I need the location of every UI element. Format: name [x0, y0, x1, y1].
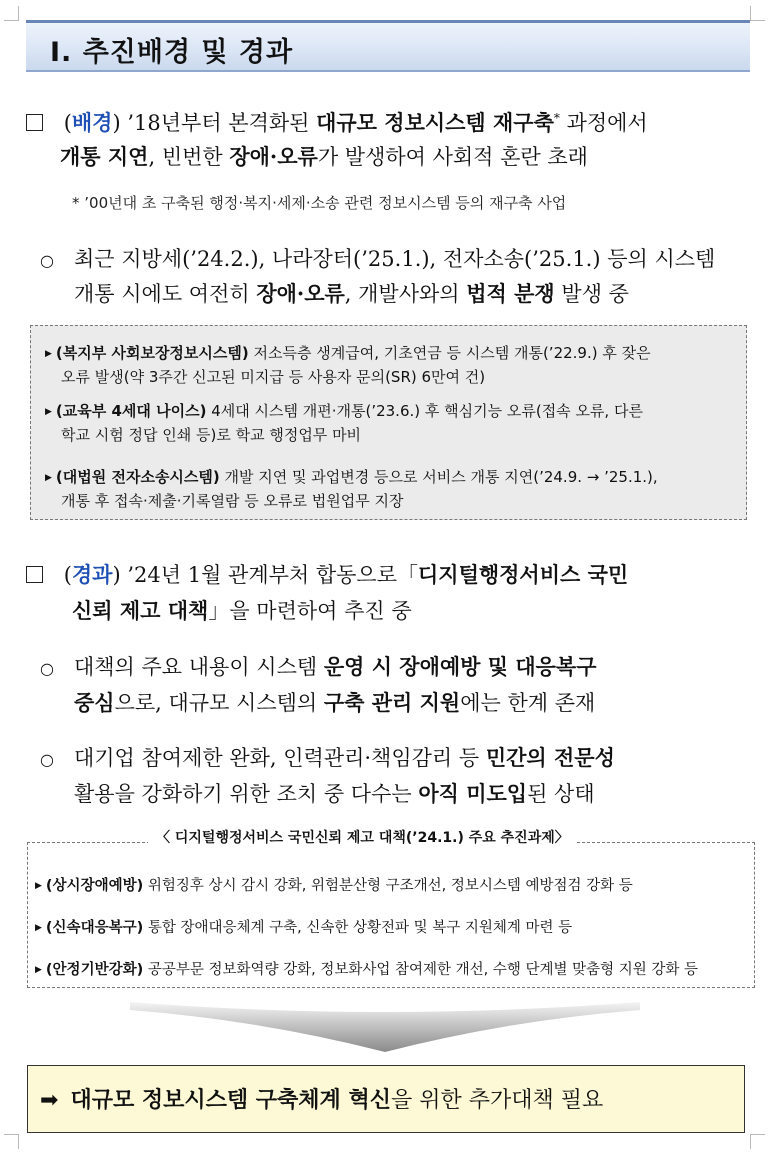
conclusion-text: ➡ 대규모 정보시스템 구축체계 혁신을 위한 추가대책 필요 [40, 1087, 604, 1113]
checkbox-square-icon [26, 566, 43, 583]
progress-line-2: 신뢰 제고 대책」을 마련하여 추진 중 [72, 598, 412, 623]
case-2-line-1: ▶ (교육부 4세대 나이스) 4세대 시스템 개편·개통(’23.6.) 후 핵심기능 오류(접속 오류, 다른 [45, 402, 643, 420]
triangle-bullet-icon: ▶ [35, 923, 42, 933]
section-title: Ⅰ. 추진배경 및 경과 [50, 37, 294, 68]
background-bullet-1-line-1: ○ 최근 지방세(’24.2.), 나라장터(’25.1.), 전자소송(’25.1.) 등의 시스템 [40, 247, 716, 271]
triangle-bullet-icon: ▶ [45, 407, 52, 417]
background-line-1: (배경) ’18년부터 본격화된 대규모 정보시스템 재구축* 과정에서 [26, 103, 648, 138]
background-bullet-1-line-2: 개통 시에도 여전히 장애·오류, 개발사와의 법적 분쟁 발생 중 [74, 281, 629, 306]
circle-bullet-icon: ○ [40, 750, 54, 769]
circle-bullet-icon: ○ [40, 251, 54, 270]
checkbox-square-icon [26, 114, 43, 131]
progress-bullet-1-line-2: 중심으로, 대규모 시스템의 구축 관리 지원에는 한계 존재 [74, 690, 596, 715]
progress-bullet-2-line-1: ○ 대기업 참여제한 완화, 인력관리·책임감리 등 민간의 전문성 [40, 745, 615, 770]
background-line-2: 개통 지연, 빈번한 장애·오류가 발생하여 사회적 혼란 초래 [60, 144, 588, 169]
case-1-line-2: 오류 발생(약 3주간 신고된 미지급 등 사용자 문의(SR) 6만여 건) [61, 368, 486, 386]
section-title-bar [26, 20, 750, 72]
right-arrow-icon: ➡ [40, 1088, 59, 1113]
triangle-bullet-icon: ▶ [35, 965, 42, 975]
key-tasks-title: 〈 디지털행정서비스 국민신뢰 제고 대책(’24.1.) 주요 추진과제〉 [148, 827, 577, 847]
case-3-line-2: 개통 후 접속·제출·기록열람 등 오류로 법원업무 지장 [61, 492, 404, 510]
progress-bullet-2-line-2: 활용을 강화하기 위한 조치 중 다수는 아직 미도입된 상태 [74, 781, 595, 806]
crop-mark [750, 1134, 765, 1149]
case-1-line-1: ▶ (복지부 사회보장정보시스템) 저소득층 생계급여, 기초연금 등 시스템 개통(’22.9.) 후 잦은 [45, 344, 651, 362]
crop-mark [4, 6, 19, 21]
triangle-bullet-icon: ▶ [45, 349, 52, 359]
down-arrow-icon [130, 996, 640, 1056]
circle-bullet-icon: ○ [40, 659, 54, 678]
crop-mark [4, 1134, 19, 1149]
triangle-bullet-icon: ▶ [45, 473, 52, 483]
case-3-line-1: ▶ (대법원 전자소송시스템) 개발 지연 및 과업변경 등으로 서비스 개통 지연(’24.9. → ’25.1.), [45, 468, 658, 486]
triangle-bullet-icon: ▶ [35, 881, 42, 891]
task-item: ▶ (상시장애예방) 위험징후 상시 감시 강화, 위험분산형 구조개선, 정보시스템 예방점검 강화 등 [35, 878, 633, 894]
progress-tag: (경과) [63, 562, 121, 587]
task-item: ▶ (안정기반강화) 공공부문 정보화역량 강화, 정보화사업 참여제한 개선, 수행 단계별 맞춤형 지원 강화 등 [35, 962, 698, 978]
conclusion-box [27, 1065, 745, 1133]
background-tag: (배경) [63, 110, 121, 135]
case-examples-box [30, 325, 747, 520]
progress-line-1: (경과) ’24년 1월 관계부처 합동으로「디지털행정서비스 국민 [26, 560, 628, 590]
case-2-line-2: 학교 시험 정답 인쇄 등)로 학교 행정업무 마비 [61, 426, 362, 444]
background-footnote: * ’00년대 초 구축된 행정·복지·세제·소송 관련 정보시스템 등의 재구축 사업 [72, 194, 567, 212]
progress-bullet-1-line-1: ○ 대책의 주요 내용이 시스템 운영 시 장애예방 및 대응복구 [40, 654, 597, 679]
crop-mark [750, 6, 765, 21]
task-item: ▶ (신속대응복구) 통합 장애대응체계 구축, 신속한 상황전파 및 복구 지원체계 마련 등 [35, 920, 573, 936]
